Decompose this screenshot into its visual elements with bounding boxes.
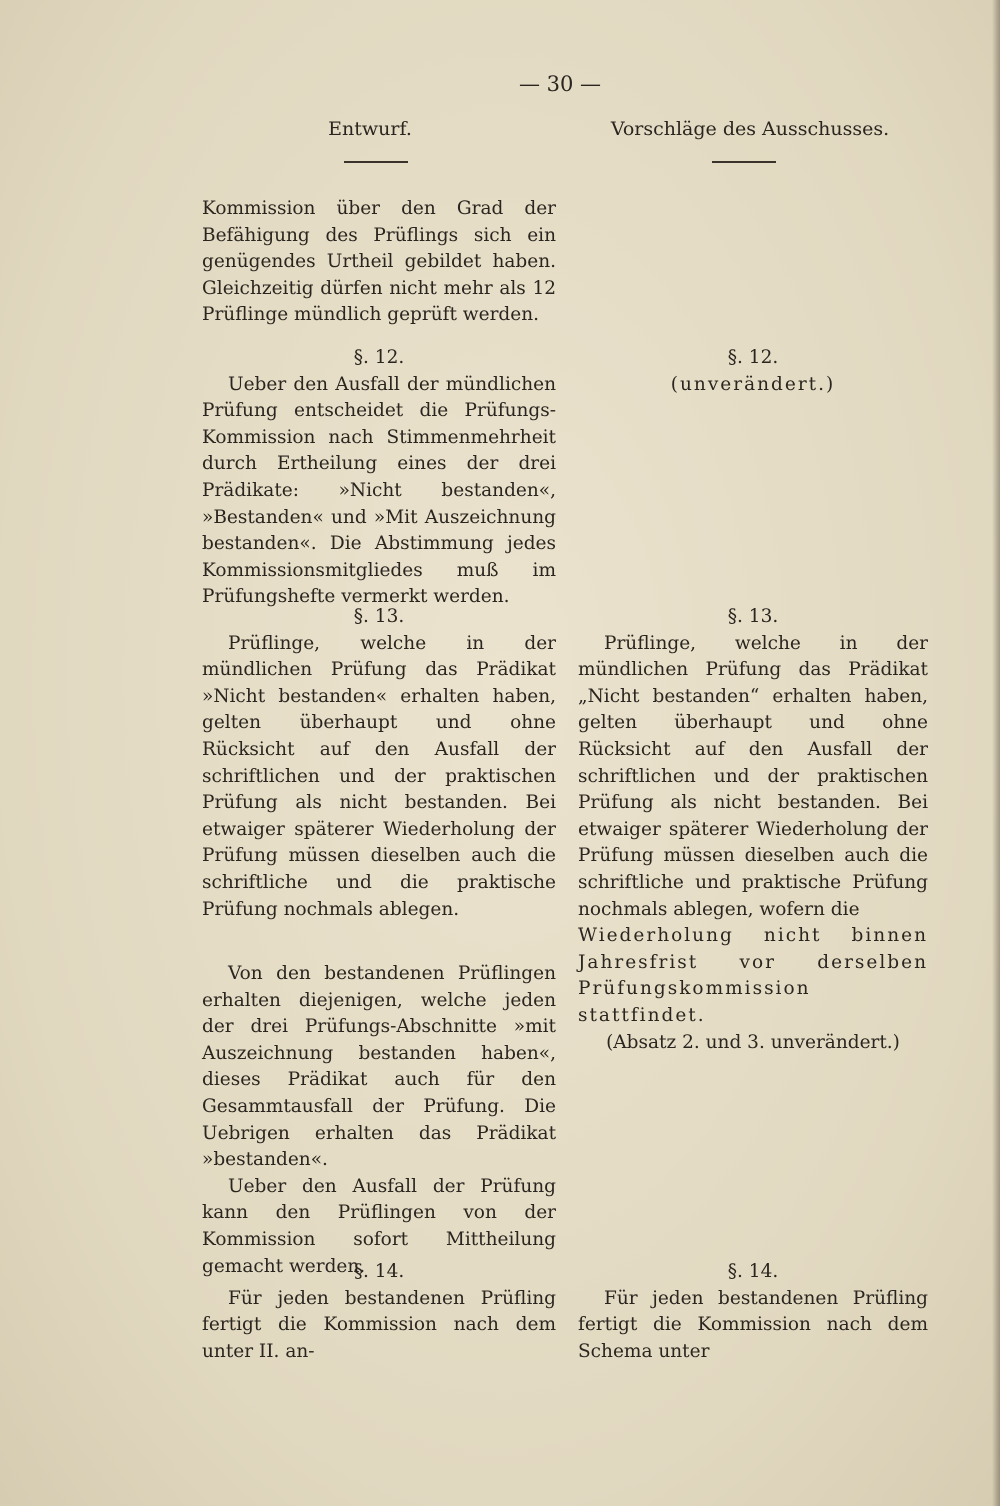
left-section-13-paragraph-2: Von den bestandenen Prüflingen erhalten diejenigen, welche jeden der drei Prüfungs-Abschnitte »mit Auszeichnung bestanden haben«, dieses Prädikat auch für den Gesammtausfall der Prüfung. Die Uebrigen erhalten das Prädikat »bestanden«. bbox=[202, 963, 556, 1171]
left-section-13-text: Prüflinge, welche in der mündlichen Prüfung das Prädikat »Nicht bestanden« erhalten haben, gelten überhaupt und ohne Rücksicht auf den Ausfall der schriftlichen und der praktischen Prüfung als nicht bestanden. Bei etwaiger späterer Wiederholung der Prüfung müssen dieselben auch die schriftliche und die praktische Prüfung nochmals ablegen. bbox=[202, 632, 556, 920]
page-number: — 30 — bbox=[518, 72, 602, 96]
left-section-12-title: §. 12. bbox=[353, 347, 405, 368]
right-section-13-note: (Absatz 2. und 3. unverändert.) bbox=[606, 1031, 900, 1053]
page-edge-shadow bbox=[992, 0, 1000, 1506]
right-section-12-note: (unverändert.) bbox=[670, 373, 836, 395]
right-section-12-title: §. 12. bbox=[727, 347, 779, 368]
left-header-rule bbox=[344, 161, 408, 163]
right-header-rule bbox=[712, 161, 776, 163]
left-section-14-text: Für jeden bestandenen Prüfling fertigt die Kommission nach dem unter II. an- bbox=[202, 1287, 556, 1362]
left-section-13-title: §. 13. bbox=[353, 606, 405, 627]
right-section-13-text: Prüflinge, welche in der mündlichen Prüfung das Prädikat „Nicht bestanden“ erhalten haben, gelten überhaupt und ohne Rücksicht auf den Ausfall der schriftlichen und der praktischen Prüfung als nicht bestanden. Bei etwaiger späterer Wiederholung der Prüfung müssen dieselben auch die schriftliche und praktische Prüfung nochmals ablegen, wofern die bbox=[578, 632, 928, 920]
right-section-13-title: §. 13. bbox=[727, 606, 779, 627]
left-section-13-paragraph-3: Ueber den Ausfall der Prüfung kann den Prüflingen von der Kommission sofort Mittheilung gemacht werden. bbox=[202, 1175, 556, 1277]
left-section-12-text: Ueber den Ausfall der mündlichen Prüfung entscheidet die Prüfungs-Kommission nach Stimmenmehrheit durch Ertheilung eines der drei Prädikate: »Nicht bestanden«, »Bestanden« und »Mit Auszeichnung bestanden«. Die Abstimmung jedes Kommissionsmitgliedes muß im Prüfungshefte vermerkt werden. bbox=[202, 373, 556, 608]
left-continuation-paragraph: Kommission über den Grad der Befähigung des Prüflings sich ein genügendes Urtheil gebildet haben. Gleichzeitig dürfen nicht mehr als 12 Prüflinge mündlich geprüft werden. bbox=[202, 198, 556, 326]
right-column-header: Vorschläge des Ausschusses. bbox=[610, 118, 890, 140]
right-section-13-spaced-text: Wiederholung nicht binnen Jahresfrist vor derselben Prüfungskommission stattfindet. bbox=[578, 925, 928, 1026]
right-section-14-title: §. 14. bbox=[727, 1261, 779, 1282]
left-column-header: Entwurf. bbox=[328, 118, 412, 140]
right-section-14-text: Für jeden bestandenen Prüfling fertigt die Kommission nach dem Schema unter bbox=[578, 1287, 928, 1362]
left-section-14-title: §. 14. bbox=[353, 1261, 405, 1282]
